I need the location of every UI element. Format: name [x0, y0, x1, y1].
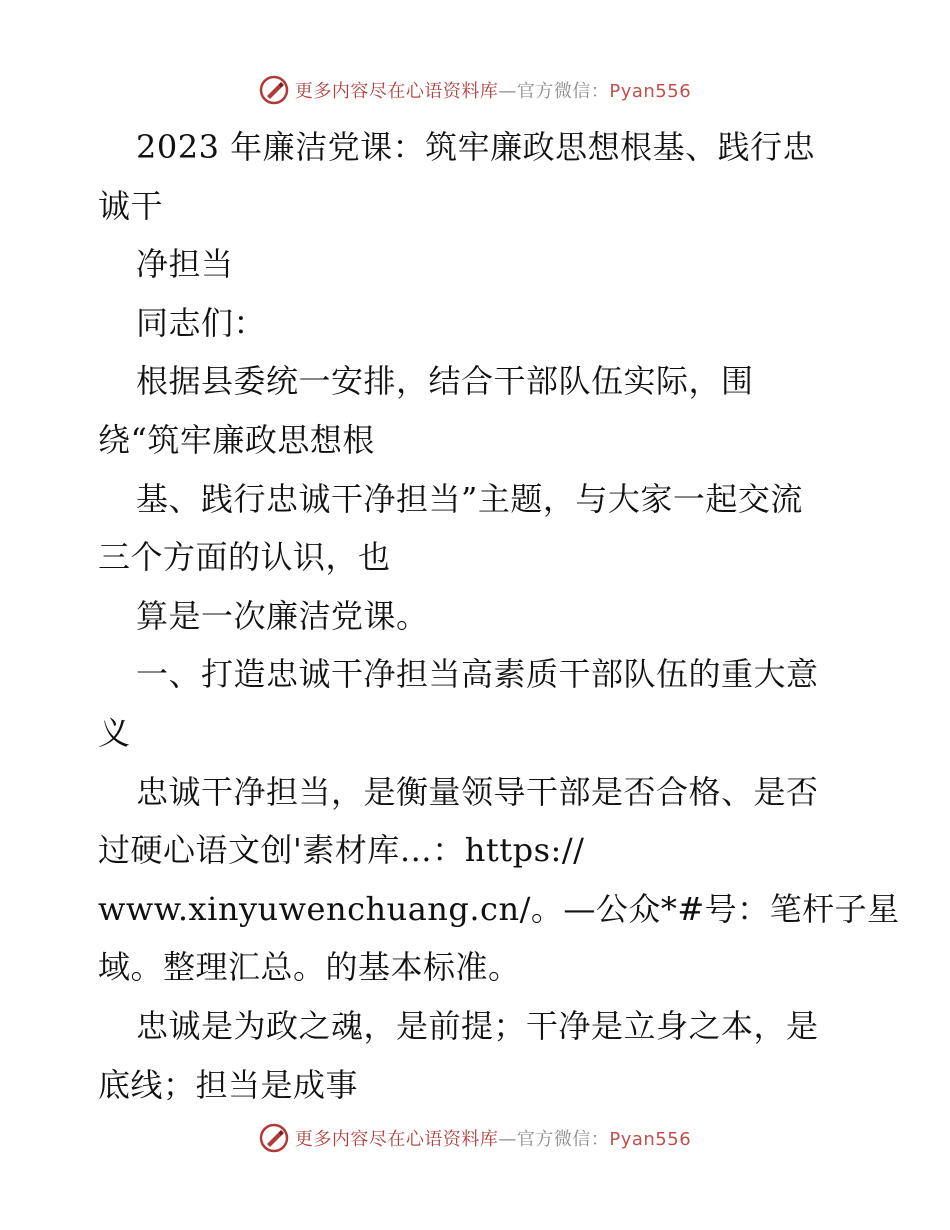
watermark-brand: 更多内容尽在心语资料库 [294, 1129, 499, 1150]
paragraph-line: 过硬心语文创'素材库…：https:// [98, 831, 585, 870]
paragraph-line: 底线；担当是成事 [98, 1065, 359, 1104]
paragraph-line: www.xinyuwenchuang.cn/。—公众*#号：笔杆子星 [98, 889, 900, 928]
section-heading-line: 一、打造忠诚干净担当高素质干部队伍的重大意 [136, 655, 819, 694]
title-line-3: 净担当 [136, 245, 234, 284]
footer-watermark [0, 1118, 950, 1158]
watermark-text [295, 1125, 691, 1151]
paragraph-line: 三个方面的认识，也 [98, 538, 391, 577]
pen-seal-icon [259, 1123, 289, 1153]
paragraph-line: 忠诚是为政之魂，是前提；干净是立身之本，是 [136, 1006, 819, 1045]
paragraph-line: 基、践行忠诚干净担当”主题，与大家一起交流 [136, 479, 803, 518]
watermark-wechat-id: Pyan556 [609, 1129, 692, 1150]
paragraph-line: 域。整理汇总。的基本标准。 [98, 948, 521, 987]
watermark-dash: — [498, 81, 517, 102]
watermark-wechat-label: 官方微信： [516, 81, 610, 102]
watermark-text [295, 77, 691, 103]
pen-seal-icon [259, 75, 289, 105]
watermark-dash: — [498, 1129, 517, 1150]
title-line-1: 2023 年廉洁党课：筑牢廉政思想根基、践行忠 [136, 128, 816, 166]
document-body [98, 118, 900, 1114]
paragraph-line: 忠诚干净担当，是衡量领导干部是否合格、是否 [136, 772, 819, 811]
watermark-wechat-label: 官方微信： [516, 1129, 610, 1150]
title-line-2: 诚干 [98, 186, 164, 225]
header-watermark [0, 70, 950, 110]
salutation: 同志们： [136, 303, 267, 342]
paragraph-line: 根据县委统一安排，结合干部队伍实际，围 [136, 362, 754, 401]
watermark-wechat-id: Pyan556 [609, 81, 692, 102]
paragraph-line: 算是一次廉洁党课。 [136, 596, 429, 635]
paragraph-line: 绕“筑牢廉政思想根 [98, 420, 375, 459]
section-heading-line: 义 [98, 713, 131, 752]
watermark-brand: 更多内容尽在心语资料库 [294, 81, 499, 102]
